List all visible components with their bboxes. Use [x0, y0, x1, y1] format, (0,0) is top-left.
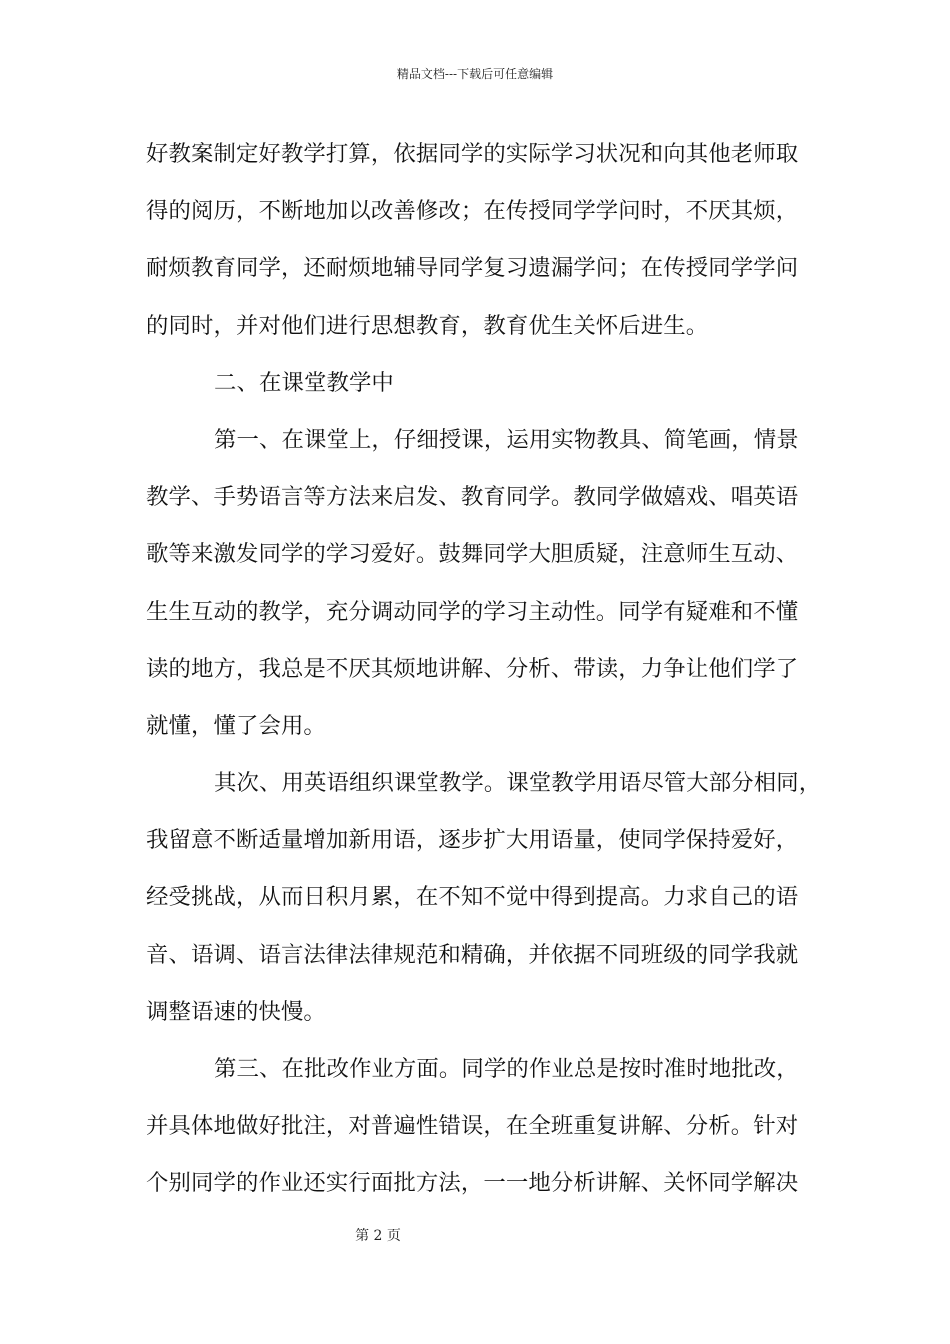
paragraph-3-line-6: 就懂，懂了会用。: [146, 712, 326, 739]
paragraph-5-line-1: 第三、在批改作业方面。同学的作业总是按时准时地批改，: [214, 1056, 799, 1082]
paragraph-3-line-1: 第一、在课堂上，仔细授课，运用实物教具、简笔画，情景: [214, 426, 799, 453]
paragraph-3-line-5: 读的地方，我总是不厌其烦地讲解、分析、带读，力争让他们学了: [146, 655, 799, 682]
paragraph-3-line-3: 歌等来激发同学的学习爱好。鼓舞同学大胆质疑，注意师生互动、: [146, 541, 799, 568]
paragraph-5-line-3: 个别同学的作业还实行面批方法，一一地分析讲解、关怀同学解决: [146, 1170, 799, 1197]
paragraph-3-line-2: 教学、手势语言等方法来启发、教育同学。教同学做嬉戏、唱英语: [146, 484, 799, 511]
paragraph-4-line-5: 调整语速的快慢。: [146, 998, 326, 1025]
paragraph-1-line-1: 好教案制定好教学打算，依据同学的实际学习状况和向其他老师取: [146, 141, 799, 167]
paragraph-1-line-3: 耐烦教育同学，还耐烦地辅导同学复习遗漏学问；在传授同学学问: [146, 255, 799, 282]
paragraph-3-line-4: 生生互动的教学，充分调动同学的学习主动性。同学有疑难和不懂: [146, 598, 799, 625]
paragraph-4-line-4: 音、语调、语言法律法律规范和精确，并依据不同班级的同学我就: [146, 941, 799, 968]
page-header: 精品文档---下载后可任意编辑: [396, 67, 554, 81]
section-heading: 二、在课堂教学中: [214, 369, 394, 396]
document-body: [146, 126, 822, 1213]
page-number: 第 2 页: [355, 1228, 401, 1244]
paragraph-4-line-3: 经受挑战，从而日积月累，在不知不觉中得到提高。力求自己的语: [146, 884, 799, 911]
paragraph-1-line-4: 的同时，并对他们进行思想教育，教育优生关怀后进生。: [146, 312, 709, 339]
paragraph-4-line-1: 其次、用英语组织课堂教学。课堂教学用语尽管大部分相同，: [214, 770, 822, 797]
paragraph-4-line-2: 我留意不断适量增加新用语，逐步扩大用语量，使同学保持爱好，: [146, 827, 799, 854]
paragraph-5-line-2: 并具体地做好批注，对普遍性错误，在全班重复讲解、分析。针对: [146, 1113, 799, 1140]
paragraph-1-line-2: 得的阅历，不断地加以改善修改；在传授同学学问时，不厌其烦，: [146, 198, 799, 225]
